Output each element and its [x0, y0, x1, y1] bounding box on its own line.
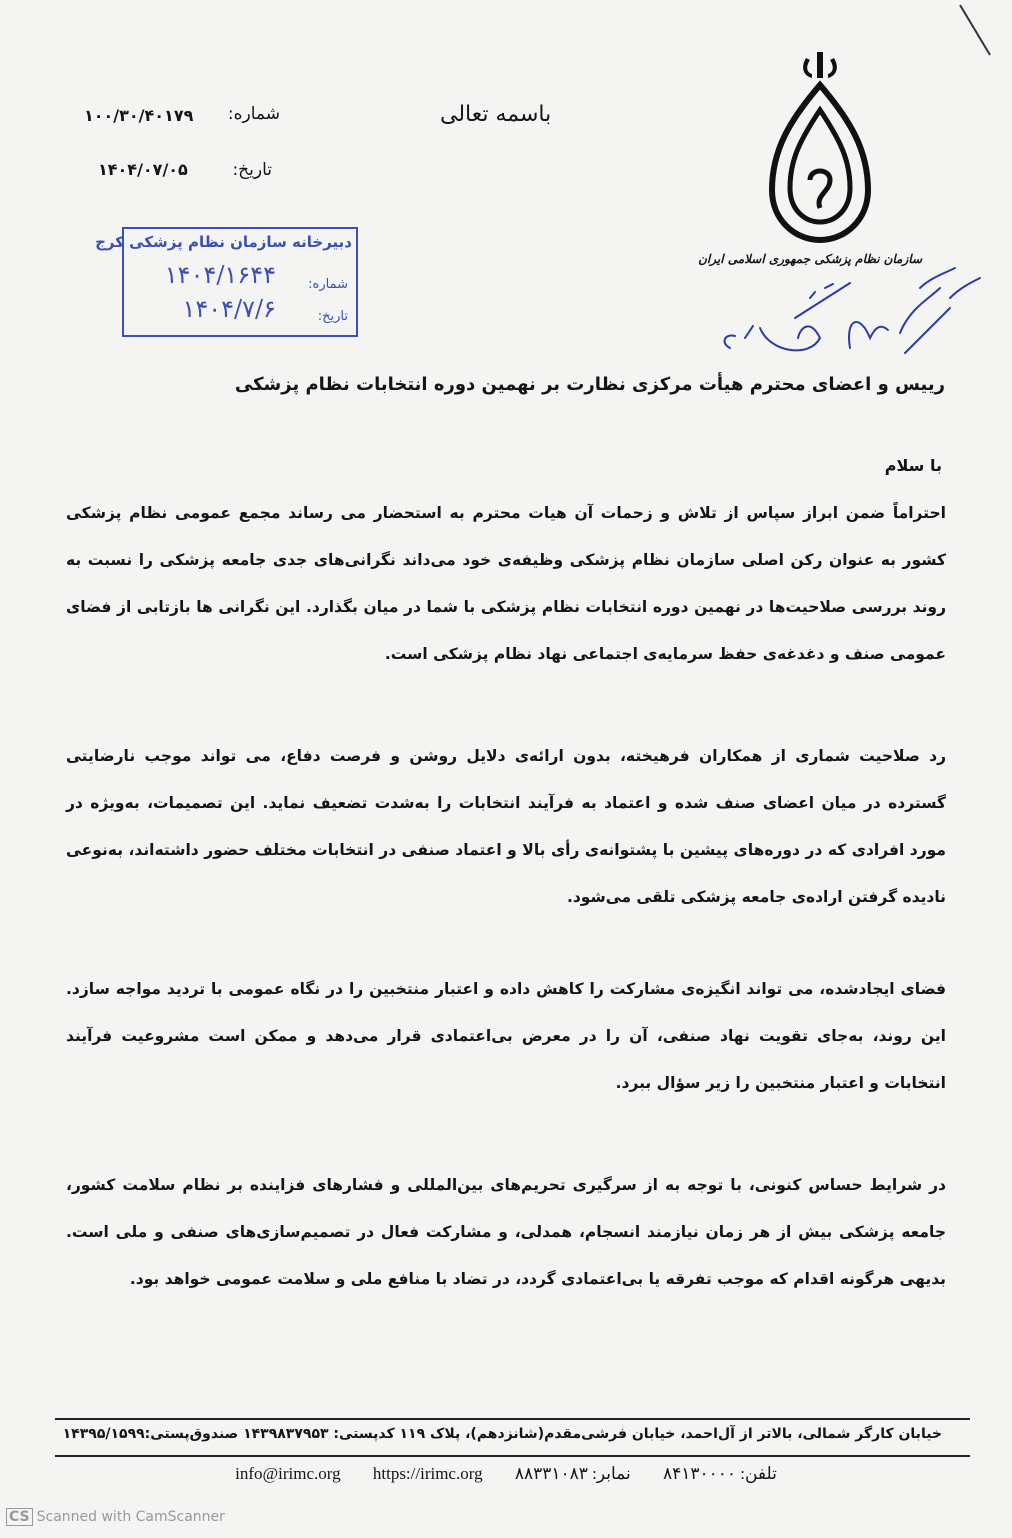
footer-fax: نمابر: ۸۸۳۳۱۰۸۳: [514, 1464, 631, 1483]
camscanner-watermark: [6, 1508, 225, 1526]
footer-contact: [0, 1464, 1012, 1484]
footer-website: https://irimc.org: [372, 1464, 483, 1483]
stamp-title: دبیرخانه سازمان نظام پزشکی کرج: [95, 233, 352, 251]
watermark-text: Scanned with CamScanner: [36, 1509, 225, 1525]
stamp-date-label: تاریخ:: [317, 309, 348, 324]
handwritten-annotation: [700, 258, 990, 368]
footer-phone: تلفن: ۸۴۱۳۰۰۰۰: [662, 1464, 777, 1483]
number-label: شماره:: [227, 104, 280, 124]
stamp-number-label: شماره:: [308, 277, 348, 292]
logo-org-name: سازمان نظام پزشکی جمهوری اسلامی ایران: [698, 252, 922, 266]
footer-divider: [55, 1418, 970, 1420]
camscanner-logo-icon: CS: [6, 1508, 33, 1526]
number-value: ۱۰۰/۳۰/۴۰۱۷۹: [84, 106, 194, 125]
greeting: با سلام: [884, 456, 942, 475]
secretariat-stamp: [95, 227, 358, 337]
stamp-date-value: ۱۴۰۴/۷/۶: [182, 295, 276, 323]
date-value: ۱۴۰۴/۰۷/۰۵: [98, 160, 188, 179]
emblem-icon: [760, 40, 880, 250]
paragraph: رد صلاحیت شماری از همکاران فرهیخته، بدون ارائه‌ی دلایل روشن و فرصت دفاع، می تواند موجب نارضایتی گسترده در میان اعضای صنف شده و اعتماد به فرآیند انتخابات را به‌شدت تضعیف نماید. این تصمیمات، به‌ویژه در مورد افرادی که در دوره‌های پیشین با پشتوانه‌ی رأی بالا و اعتماد صنفی در انتخابات مختلف حضور داشته‌اند، به‌نوعی نادیده گرفتن اراده‌ی جامعه پزشکی تلقی می‌شود.: [66, 747, 946, 906]
footer-divider: [55, 1455, 970, 1457]
footer-email: info@irimc.org: [235, 1464, 341, 1483]
scan-artifact-line: [955, 0, 995, 60]
paragraph: فضای ایجادشده، می تواند انگیزه‌ی مشارکت را کاهش داده و اعتبار منتخبین را در نگاه عمومی با تردید مواجه سازد. این روند، به‌جای تقویت نهاد صنفی، آن را در معرض بی‌اعتمادی قرار می‌دهد و ممکن است مشروعیت فرآیند انتخابات و اعتبار منتخبین را زیر سؤال ببرد.: [66, 980, 946, 1092]
paragraph: احتراماً ضمن ابراز سپاس از تلاش و زحمات آن هیات محترم به استحضار می رساند مجمع عمومی نظام پزشکی کشور به عنوان رکن اصلی سازمان نظام پزشکی وظیفه‌ی خود می‌داند نگرانی‌های جدی جامعه پزشکی را نسبت به روند بررسی صلاحیت‌ها در نهمین دوره انتخابات نظام پزشکی با شما در میان بگذارد. این نگرانی ها بازتابی از فضای عمومی صنف و دغدغه‌ی حفظ سرمایه‌ی اجتماعی نهاد نظام پزشکی است.: [66, 504, 946, 663]
basmala-heading: باسمه تعالی: [440, 102, 552, 127]
date-label: تاریخ:: [232, 160, 272, 180]
stamp-number-value: ۱۴۰۴/۱۶۴۴: [164, 261, 276, 289]
paragraph: در شرایط حساس کنونی، با توجه به از سرگیری تحریم‌های بین‌المللی و فشارهای فزاینده بر نظام سلامت کشور، جامعه پزشکی بیش از هر زمان نیازمند انسجام، همدلی، و مشارکت فعال در تصمیم‌سازی‌های صنفی و ملی است. بدیهی هرگونه اقدام که موجب تفرقه یا بی‌اعتمادی گردد، در تضاد با منافع ملی و سلامت عمومی خواهد بود.: [66, 1176, 946, 1288]
footer-address: خیابان کارگر شمالی، بالاتر از آل‌احمد، خیابان فرشی‌مقدم(شانزدهم)، پلاک ۱۱۹ کدپستی: ۱۴۳۹۸۳۷۹۵۳ صندوق‌پستی:۱۴۳۹۵/۱۵۹۹: [62, 1426, 942, 1442]
letter-subject: رییس و اعضای محترم هیأت مرکزی نظارت بر نهمین دوره انتخابات نظام پزشکی: [234, 374, 945, 395]
irimc-logo: [760, 40, 880, 250]
